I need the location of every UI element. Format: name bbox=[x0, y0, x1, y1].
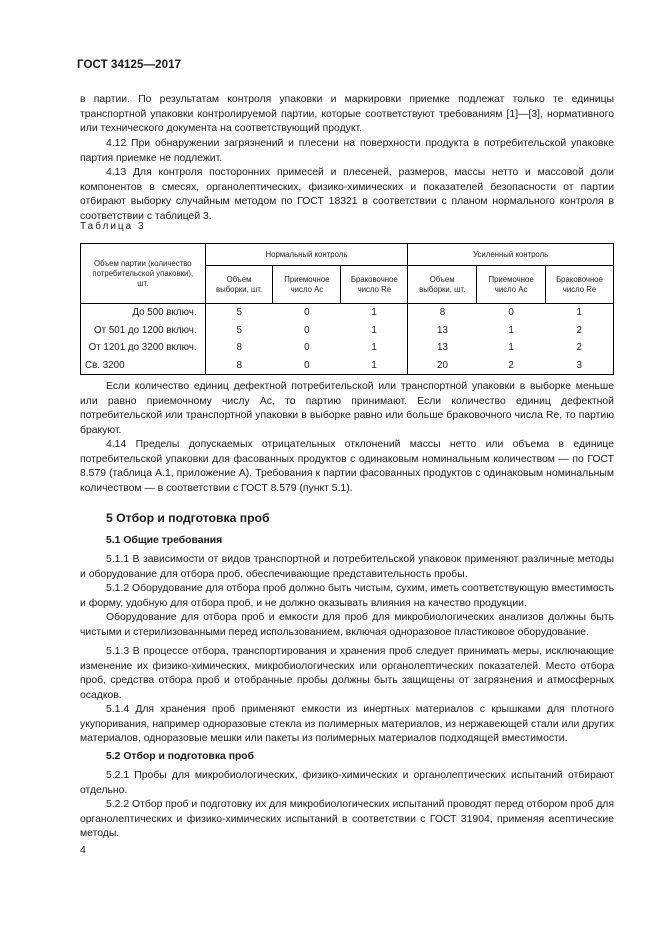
paragraph-5-1-1: 5.1.1 В зависимости от видов транспортной и потребительской упаковок применяют различные методы и оборудование для отбора проб, обеспечивающие представительность пробы. bbox=[80, 554, 614, 580]
normal-ac-cell: 0 bbox=[273, 357, 341, 375]
paragraph-5-1-2-cont: Оборудование для отбора проб и емкости для проб для микробиологических анализов должны быть чистыми и стерилизованными перед использованием, включая одноразовое пластиковое оборудование. bbox=[80, 612, 614, 638]
strict-re-cell: 2 bbox=[546, 339, 614, 357]
lot-size-cell: До 500 включ. bbox=[81, 304, 206, 322]
strict-ac-cell: 1 bbox=[508, 324, 514, 336]
normal-re-cell: 1 bbox=[341, 304, 408, 322]
strict-sample-cell: 13 bbox=[437, 342, 448, 354]
normal-sample-cell: 5 bbox=[236, 307, 242, 319]
strict-re-cell: 2 bbox=[546, 322, 614, 340]
normal-re-cell: 1 bbox=[341, 339, 408, 357]
strict-re-cell: 3 bbox=[546, 357, 614, 375]
paragraph-5-2-2: 5.2.2 Отбор проб и подготовку их для микробиологических испытаний проводят перед отбором проб для органолептических и физико-химических испытаний в соответствии с ГОСТ 31904, применяя асептические методы. bbox=[80, 799, 614, 840]
normal-re-cell: 1 bbox=[341, 322, 408, 340]
table-caption: Таблица 3 bbox=[80, 221, 146, 232]
paragraph-4-13: 4.13 Для контроля посторонних примесей и плесеней, размеров, массы нетто и массовой доли компонентов в смесях, органолептических, физико-химических и показателей безопасности от партии отбирают выборку случайным методом по ГОСТ 18321 в соответствии с планом нормального контроля в соответствии с таблицей 3. bbox=[80, 167, 614, 222]
strict-ac-cell: 1 bbox=[508, 342, 514, 354]
paragraph-5-2-1: 5.2.1 Пробы для микробиологических, физико-химических и органолептических испытаний отбирают отдельно. bbox=[80, 770, 614, 796]
section-5-2-heading: 5.2 Отбор и подготовка проб bbox=[106, 751, 255, 762]
header-strict-re: Браковочное число Re bbox=[546, 266, 614, 304]
section-5-1-heading: 5.1 Общие требования bbox=[106, 535, 223, 546]
header-lot-size: Объем партии (количество потребительской упаковки), шт. bbox=[81, 244, 206, 304]
paragraph-continuation: в партии. По результатам контроля упаковки и маркировки приемке подлежат только те единицы транспортной упаковки контролируемой партии, которые соответствуют требованиям [1]—[3], нормативного или технического документа на соответствующий продукт. bbox=[80, 94, 614, 135]
normal-sample-cell: 8 bbox=[205, 357, 273, 375]
normal-sample-cell: 8 bbox=[236, 342, 242, 354]
paragraph-5-1-4: 5.1.4 Для хранения проб применяют емкости из инертных материалов с крышками для плотного укупоривания, например одноразовые стекла из полимерных материалов, из нержавеющей стали или других материалов, одноразовые мешки или пакеты из полимерных материалов подходящей вместимости. bbox=[80, 704, 614, 745]
strict-sample-cell: 20 bbox=[408, 357, 477, 375]
strict-ac-cell: 2 bbox=[477, 357, 546, 375]
lot-size-cell: Св. 3200 bbox=[81, 357, 206, 375]
page-number: 4 bbox=[80, 845, 86, 856]
header-normal-re: Браковочное число Re bbox=[341, 266, 408, 304]
normal-ac-cell: 0 bbox=[304, 307, 310, 319]
header-strict-control: Усиленный контроль bbox=[408, 244, 614, 266]
sampling-table bbox=[80, 243, 614, 375]
lot-size-cell: От 1201 до 3200 включ. bbox=[81, 339, 206, 357]
section-5-heading: 5 Отбор и подготовка проб bbox=[106, 511, 270, 525]
normal-re-cell: 1 bbox=[341, 357, 408, 375]
paragraph-4-12: 4.12 При обнаружении загрязнений и плесени на поверхности продукта в потребительской упаковке партия приемке не подлежит. bbox=[80, 138, 614, 164]
paragraph-acceptance-rule: Если количество единиц дефектной потребительской или транспортной упаковки в выборке меньше или равно приемочному числу Ac, то партию принимают. Если количество единиц дефектной потребительской или транспортной упаковки в выборке равно или больше браковочного числа Re, то партию бракуют. bbox=[80, 381, 614, 436]
table-row bbox=[81, 357, 614, 375]
table-row bbox=[81, 322, 614, 340]
header-normal-control: Нормальный контроль bbox=[205, 244, 408, 266]
table-row bbox=[81, 339, 614, 357]
strict-sample-cell: 8 bbox=[439, 307, 446, 319]
header-normal-ac: Приемочное число Ac bbox=[273, 266, 341, 304]
header-strict-ac: Приемочное число Ac bbox=[477, 266, 546, 304]
header-strict-sample-size: Объем выборки, шт. bbox=[408, 266, 477, 304]
strict-ac-cell: 0 bbox=[508, 307, 514, 319]
table-row bbox=[81, 304, 614, 322]
document-header: ГОСТ 34125—2017 bbox=[77, 59, 182, 71]
lot-size-cell: От 501 до 1200 включ. bbox=[81, 322, 206, 340]
strict-sample-cell: 13 bbox=[437, 324, 448, 336]
normal-sample-cell: 5 bbox=[236, 324, 242, 336]
normal-ac-cell: 0 bbox=[304, 342, 310, 354]
paragraph-5-1-3: 5.1.3 В процессе отбора, транспортирования и хранения проб следует принимать меры, исключающие изменение их физико-химических, микробиологических или органолептических показателей. Место отбора проб, средства отбора проб и отобранные пробы должны быть защищены от загрязнения и атмосферных осадков. bbox=[80, 646, 614, 701]
header-normal-sample-size: Объем выборки, шт. bbox=[205, 266, 273, 304]
strict-re-cell: 1 bbox=[546, 304, 614, 322]
normal-ac-cell: 0 bbox=[304, 324, 310, 336]
paragraph-5-1-2: 5.1.2 Оборудование для отбора проб должно быть чистым, сухим, иметь соответствующую вместимость и форму, удобную для отбора проб, и не должно оказывать влияния на качество продукции. bbox=[80, 583, 614, 609]
paragraph-4-14: 4.14 Пределы допускаемых отрицательных отклонений массы нетто или объема в единице потребительской упаковки для фасованных продуктов с одинаковым номинальным количеством — по ГОСТ 8.579 (таблица А.1, приложение А). Требования к партии фасованных продуктов с одинаковым номинальным количеством — в соответствии с ГОСТ 8.579 (пункт 5.1). bbox=[80, 439, 614, 494]
